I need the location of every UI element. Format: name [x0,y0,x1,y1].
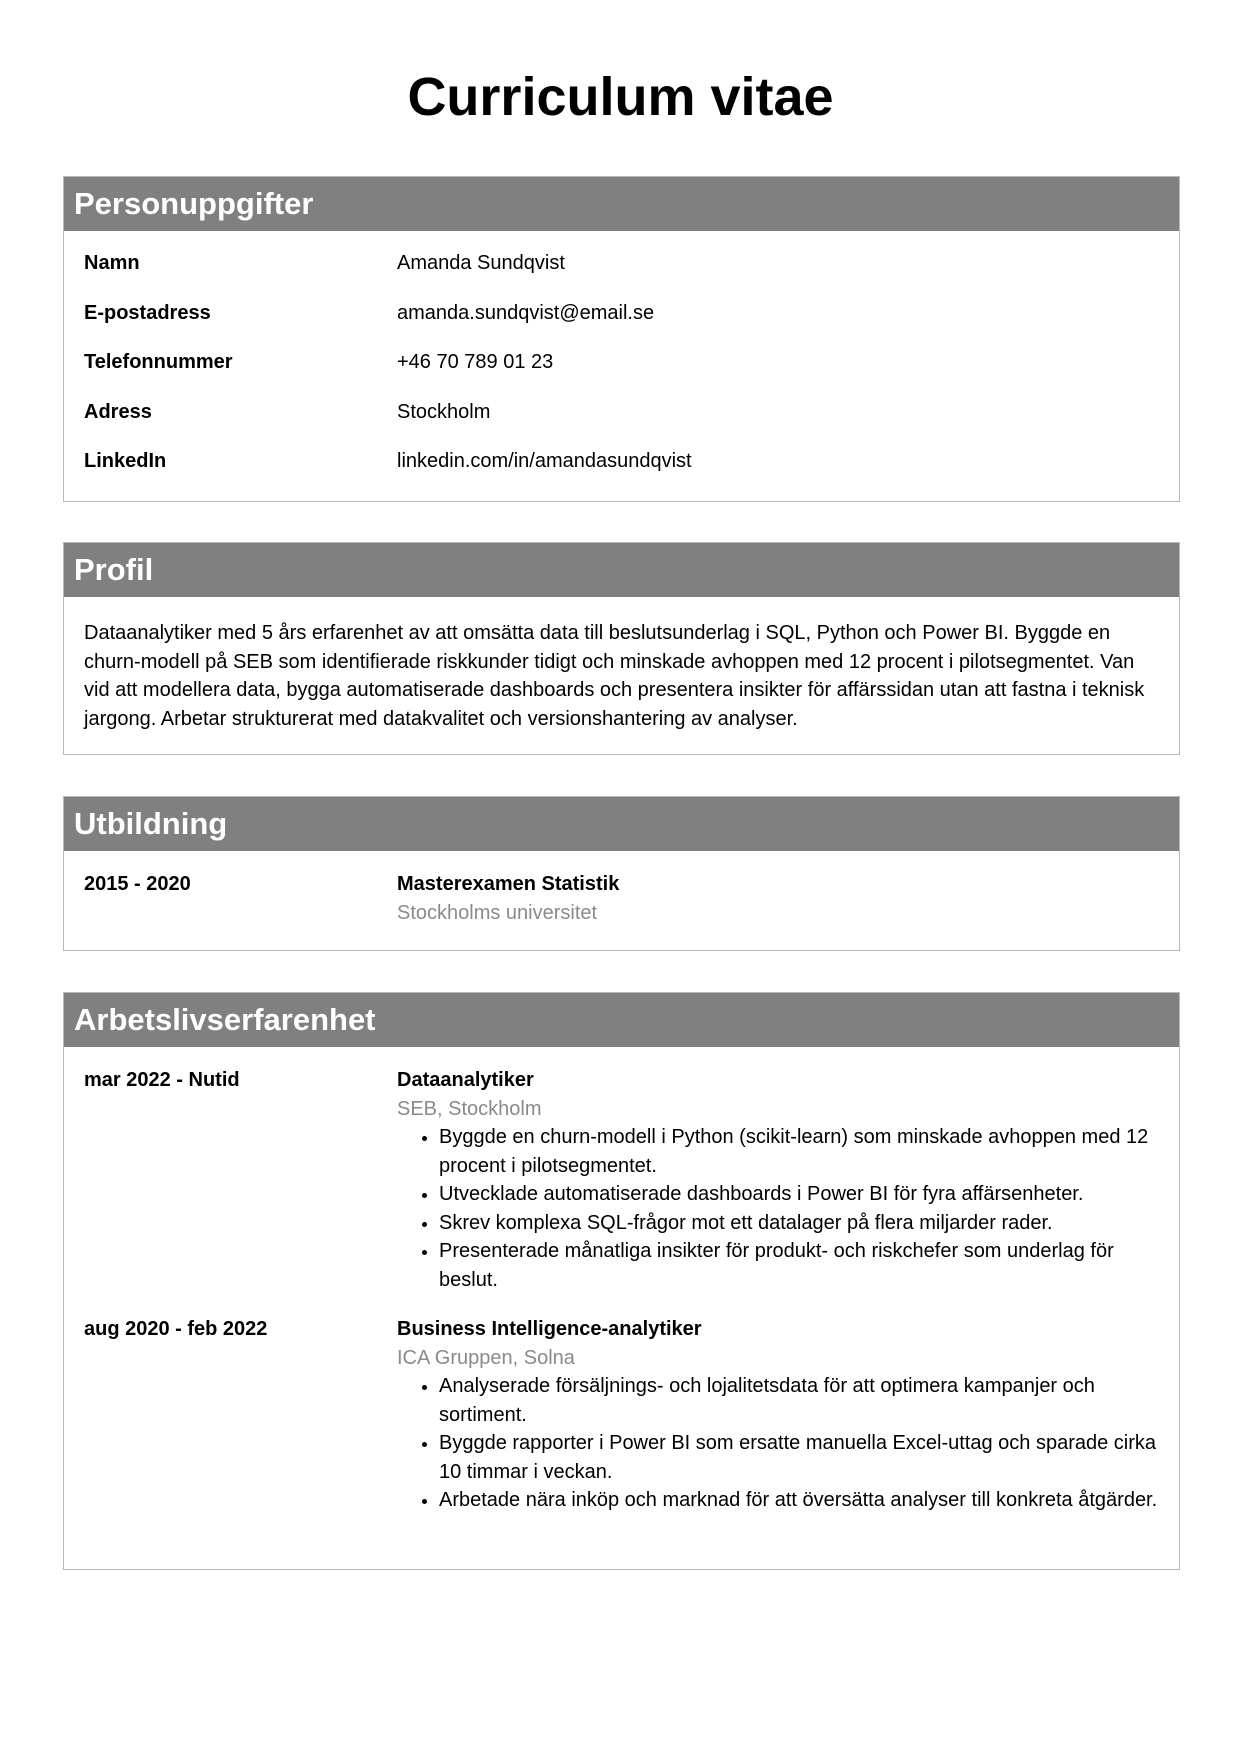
bullet-item: • Utvecklade automatiserade dashboards i Power BI för fyra affärsenheter. [439,1180,1159,1209]
personal-info-list [64,231,1179,499]
profile-section [63,542,1180,755]
entry-organization: SEB, Stockholm [397,1097,542,1120]
bullet-item: • Skrev komplexa SQL-frågor mot ett datalager på flera miljarder rader. [439,1209,1159,1238]
education-list [64,851,1179,927]
entry-organization: ICA Gruppen, Solna [397,1346,575,1369]
work-list [64,1047,1179,1515]
bullet-item: • Analyserade försäljnings- och lojalitetsdata för att optimera kampanjer och sortiment. [439,1372,1159,1429]
entry-bullet-list [397,1123,1159,1294]
entry-title: Dataanalytiker [397,1069,534,1091]
field-value: linkedin.com/in/amandasundqvist [397,450,692,472]
education-entry [84,870,1159,927]
field-label: E-postadress [84,301,211,324]
entry-details [397,1315,1159,1515]
profile-text: Dataanalytiker med 5 års erfarenhet av att omsätta data till beslutsunderlag i SQL, Python och Power BI. Byggde en churn-modell på SEB som identifierade riskkunder tidigt och minskade avhoppen med 12 procent i pilotsegmentet. Van vid att modellera data, bygga automatiserade dashboards och presentera insikter för affärssidan utan att fastna i teknisk jargong. Arbetar strukturerat med datakvalitet och versionshantering av analyser. [84,622,1145,730]
entry-details [397,870,1159,927]
field-label: Adress [84,400,152,423]
field-label: Namn [84,252,140,274]
entry-organization: Stockholms universitet [397,901,598,924]
personal-row-name [84,251,1159,301]
personal-info-section [63,176,1180,502]
entry-date: 2015 - 2020 [84,873,191,895]
personal-row-address [84,400,1159,450]
field-label: Telefonnummer [84,351,233,373]
entry-date: mar 2022 - Nutid [84,1069,240,1091]
personal-row-linkedin [84,449,1159,499]
field-value: amanda.sundqvist@email.se [397,301,655,324]
page-title: Curriculum vitae [407,67,834,127]
section-heading-profile: Profil [64,543,1179,597]
education-section [63,796,1180,951]
bullet-item: • Presenterade månatliga insikter för produkt- och riskchefer som underlag för beslut. [439,1237,1159,1294]
section-heading-personal: Personuppgifter [64,177,1179,231]
field-label: LinkedIn [84,450,167,472]
field-value: Amanda Sundqvist [397,252,565,274]
field-value: Stockholm [397,400,491,423]
entry-date: aug 2020 - feb 2022 [84,1318,268,1340]
work-experience-section [63,992,1180,1570]
work-entry [84,1315,1159,1515]
bullet-item: • Arbetade nära inköp och marknad för att översätta analyser till konkreta åtgärder. [439,1486,1159,1515]
entry-details [397,1066,1159,1294]
entry-bullet-list [397,1372,1159,1515]
bullet-item: • Byggde rapporter i Power BI som ersatte manuella Excel-uttag och sparade cirka 10 timmar i veckan. [439,1429,1159,1486]
personal-row-email [84,301,1159,351]
field-value: +46 70 789 01 23 [397,351,554,373]
personal-row-phone [84,350,1159,400]
work-entry [84,1066,1159,1294]
bullet-item: • Byggde en churn-modell i Python (scikit-learn) som minskade avhoppen med 12 procent i pilotsegmentet. [439,1123,1159,1180]
entry-title: Masterexamen Statistik [397,873,620,895]
section-heading-work: Arbetslivserfarenhet [64,993,1179,1047]
section-heading-education: Utbildning [64,797,1179,851]
entry-title: Business Intelligence-analytiker [397,1318,702,1340]
